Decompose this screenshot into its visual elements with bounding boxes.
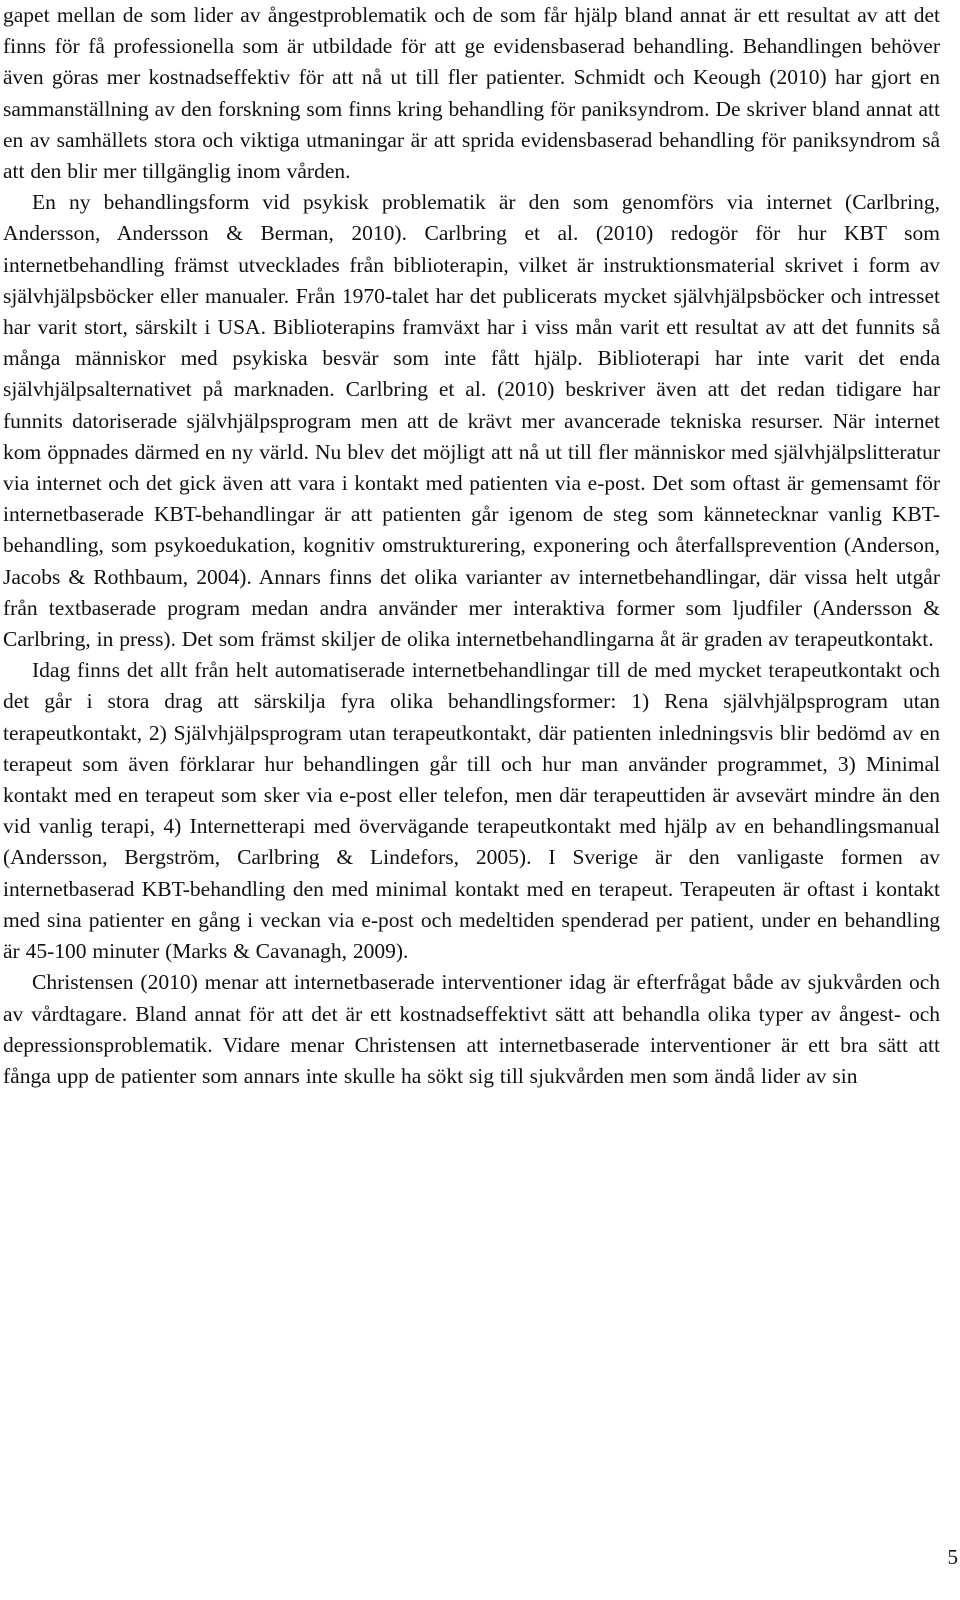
paragraph-1: gapet mellan de som lider av ångestproblematik och de som får hjälp bland annat är ett resultat av att det finns för få professionella som är utbildade för att ge evidensbaserad behandling. Behandlingen behöver även göras mer kostnadseffektiv för att nå ut till fler patienter. Schmidt och Keough (2010) har gjort en sammanställning av den forskning som finns kring behandling för paniksyndrom. De skriver bland annat att en av samhällets stora och viktiga utmaningar är att sprida evidensbaserad behandling för paniksyndrom så att den blir mer tillgänglig inom vården.: [3, 3, 940, 184]
paragraph-2: En ny behandlingsform vid psykisk problematik är den som genomförs via internet (Carlbring, Andersson, Andersson & Berman, 2010). Carlbring et al. (2010) redogör för hur KBT som internetbehandling främst utvecklades från biblioterapin, vilket är instruktionsmaterial skrivet i form av självhjälpsböcker eller manualer. Från 1970-talet har det publicerats mycket självhjälpsböcker och intresset har varit stort, särskilt i USA. Biblioterapins framväxt har i viss mån varit ett resultat av att det funnits så många människor med psykiska besvär som inte fått hjälp. Biblioterapi har inte varit det enda självhjälpsalternativet på marknaden. Carlbring et al. (2010) beskriver även att det redan tidigare har funnits datoriserade självhjälpsprogram men att de krävt mer avancerade tekniska resurser. När internet kom öppnades därmed en ny värld. Nu blev det möjligt att nå ut till fler människor med självhjälpslitteratur via internet och det gick även att vara i kontakt med patienten via e-post. Det som oftast är gemensamt för internetbaserade KBT-behandlingar är att patienten går igenom de steg som kännetecknar vanlig KBT-behandling, som psykoedukation, kognitiv omstrukturering, exponering och återfallsprevention (Anderson, Jacobs & Rothbaum, 2004). Annars finns det olika varianter av internetbehandlingar, där vissa helt utgår från textbaserade program medan andra använder mer interaktiva former som ljudfiler (Andersson & Carlbring, in press). Det som främst skiljer de olika internetbehandlingarna åt är graden av terapeutkontakt.: [3, 190, 940, 652]
page-number: 5: [947, 1545, 958, 1569]
paragraph-4: Christensen (2010) menar att internetbaserade interventioner idag är efterfrågat både av sjukvården och av vårdtagare. Bland annat för att det är ett kostnadseffektivt sätt att behandla olika typer av ångest- och depressionsproblematik. Vidare menar Christensen att internetbaserade interventioner är ett bra sätt att fånga upp de patienter som annars inte skulle ha sökt sig till sjukvården men som ändå lider av sin: [3, 970, 940, 1088]
paragraph-3: Idag finns det allt från helt automatiserade internetbehandlingar till de med mycket terapeutkontakt och det går i stora drag att särskilja fyra olika behandlingsformer: 1) Rena självhjälpsprogram utan terapeutkontakt, 2) Självhjälpsprogram utan terapeutkontakt, där patienten inledningsvis blir bedömd av en terapeut som även förklarar hur behandlingen går till och hur man använder programmet, 3) Minimal kontakt med en terapeut som sker via e-post eller telefon, men där terapeuttiden är avsevärt mindre än den vid vanlig terapi, 4) Internetterapi med övervägande terapeutkontakt med hjälp av en behandlingsmanual (Andersson, Bergström, Carlbring & Lindefors, 2005). I Sverige är den vanligaste formen av internetbaserad KBT-behandling den med minimal kontakt med en terapeut. Terapeuten är oftast i kontakt med sina patienter en gång i veckan via e-post och medeltiden spenderad per patient, under en behandling är 45-100 minuter (Marks & Cavanagh, 2009).: [3, 658, 940, 964]
document-page: [3, 0, 940, 1600]
body-text: [3, 0, 940, 1092]
